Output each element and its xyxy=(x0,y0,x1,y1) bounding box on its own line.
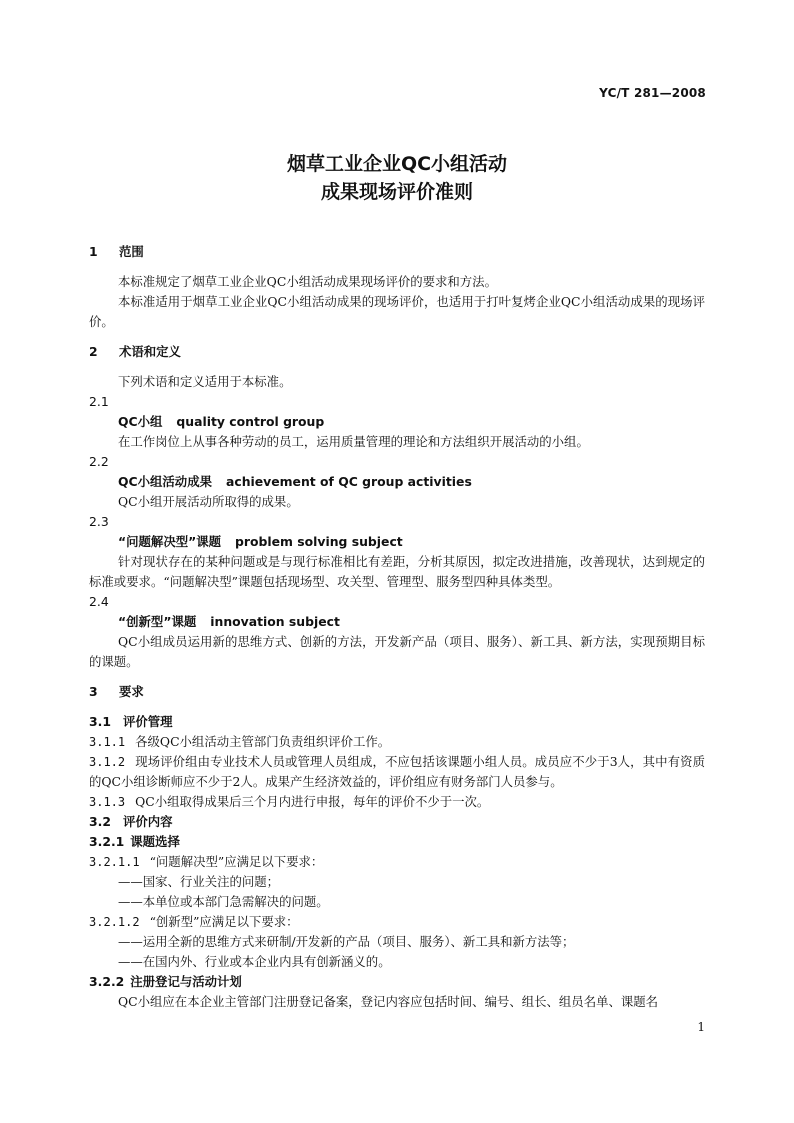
paragraph: 下列术语和定义适用于本标准。 xyxy=(118,374,292,389)
section-heading-scope xyxy=(89,242,705,262)
clause xyxy=(89,732,705,752)
term-heading xyxy=(89,472,705,492)
clause xyxy=(89,912,705,932)
section-number: 2 xyxy=(89,344,98,359)
clause-text: QC小组取得成果后三个月内进行申报，每年的评价不少于一次。 xyxy=(135,794,490,809)
term-en: achievement of QC group activities xyxy=(225,474,472,489)
section-heading-requirements xyxy=(89,682,705,702)
term-heading xyxy=(89,612,705,632)
clause xyxy=(89,792,705,812)
clause-number: 3.2.1.1 xyxy=(89,855,140,869)
subsection-heading xyxy=(89,712,705,732)
paragraph: 本标准规定了烟草工业企业QC小组活动成果现场评价的要求和方法。 xyxy=(118,274,497,289)
clause xyxy=(89,752,705,792)
term-en: quality control group xyxy=(176,414,325,429)
term-cn: QC小组 xyxy=(118,414,163,429)
title-line-1: 烟草工业企业QC小组活动 xyxy=(286,153,508,175)
term-heading xyxy=(89,532,705,552)
section-title: 范围 xyxy=(119,244,144,259)
document-title xyxy=(0,150,794,206)
clause-number: 3.1.2 xyxy=(89,755,126,769)
term-en: problem solving subject xyxy=(235,534,403,549)
subsection-heading xyxy=(89,972,705,992)
paragraph: QC小组应在本企业主管部门注册登记备案，登记内容应包括时间、编号、组长、组员名单、课题名 xyxy=(118,994,659,1009)
term-definition: 在工作岗位上从事各种劳动的员工，运用质量管理的理论和方法组织开展活动的小组。 xyxy=(118,434,589,449)
list-item: ——在国内外、行业或本企业内具有创新涵义的。 xyxy=(118,954,391,969)
term-definition: QC小组成员运用新的思维方式、创新的方法，开发新产品（项目、服务）、新工具、新方法，实现预期目标的课题。 xyxy=(89,634,705,669)
term-cn: “创新型”课题 xyxy=(118,614,197,629)
subsection-number: 3.2.2 xyxy=(89,974,125,989)
term-number: 2.4 xyxy=(89,594,109,609)
subsection-title: 评价内容 xyxy=(123,814,173,829)
term-number: 2.1 xyxy=(89,394,109,409)
subsection-title: 评价管理 xyxy=(123,714,173,729)
term-number: 2.3 xyxy=(89,514,109,529)
term-cn: QC小组活动成果 xyxy=(118,474,212,489)
subsection-heading xyxy=(89,832,705,852)
subsection-title: 注册登记与活动计划 xyxy=(130,974,242,989)
clause-number: 3.2.1.2 xyxy=(89,915,140,929)
term-number: 2.2 xyxy=(89,454,109,469)
title-line-2: 成果现场评价准则 xyxy=(320,181,473,203)
page-number: 1 xyxy=(697,1020,705,1034)
clause-number: 3.1.1 xyxy=(89,735,126,749)
term-definition: 针对现状存在的某种问题或是与现行标准相比有差距，分析其原因，拟定改进措施，改善现状，达到规定的标准或要求。“问题解决型”课题包括现场型、攻关型、管理型、服务型四种具体类型。 xyxy=(89,554,705,589)
clause-text: “问题解决型”应满足以下要求： xyxy=(149,854,324,869)
clause-text: 各级QC小组活动主管部门负责组织评价工作。 xyxy=(135,734,391,749)
subsection-title: 课题选择 xyxy=(130,834,180,849)
document-body xyxy=(89,242,705,1012)
clause xyxy=(89,852,705,872)
term-en: innovation subject xyxy=(210,614,340,629)
subsection-number: 3.2 xyxy=(89,814,111,829)
clause-number: 3.1.3 xyxy=(89,795,126,809)
clause-text: “创新型”应满足以下要求： xyxy=(149,914,299,929)
term-cn: “问题解决型”课题 xyxy=(118,534,222,549)
term-heading xyxy=(89,412,705,432)
section-number: 3 xyxy=(89,684,98,699)
subsection-heading xyxy=(89,812,705,832)
term-definition: QC小组开展活动所取得的成果。 xyxy=(118,494,299,509)
section-heading-terms xyxy=(89,342,705,362)
clause-text: 现场评价组由专业技术人员或管理人员组成，不应包括该课题小组人员。成员应不少于3人，其中有资质的QC小组诊断师应不少于2人。成果产生经济效益的，评价组应有财务部门人员参与。 xyxy=(89,754,705,789)
section-title: 术语和定义 xyxy=(119,344,181,359)
standard-code: YC/T 281—2008 xyxy=(599,86,706,100)
list-item: ——运用全新的思维方式来研制/开发新的产品（项目、服务）、新工具和新方法等； xyxy=(118,934,575,949)
subsection-number: 3.2.1 xyxy=(89,834,125,849)
subsection-number: 3.1 xyxy=(89,714,111,729)
list-item: ——国家、行业关注的问题； xyxy=(118,874,280,889)
list-item: ——本单位或本部门急需解决的问题。 xyxy=(118,894,329,909)
section-number: 1 xyxy=(89,244,98,259)
paragraph: 本标准适用于烟草工业企业QC小组活动成果的现场评价，也适用于打叶复烤企业QC小组活动成果的现场评价。 xyxy=(89,294,705,329)
section-title: 要求 xyxy=(119,684,144,699)
